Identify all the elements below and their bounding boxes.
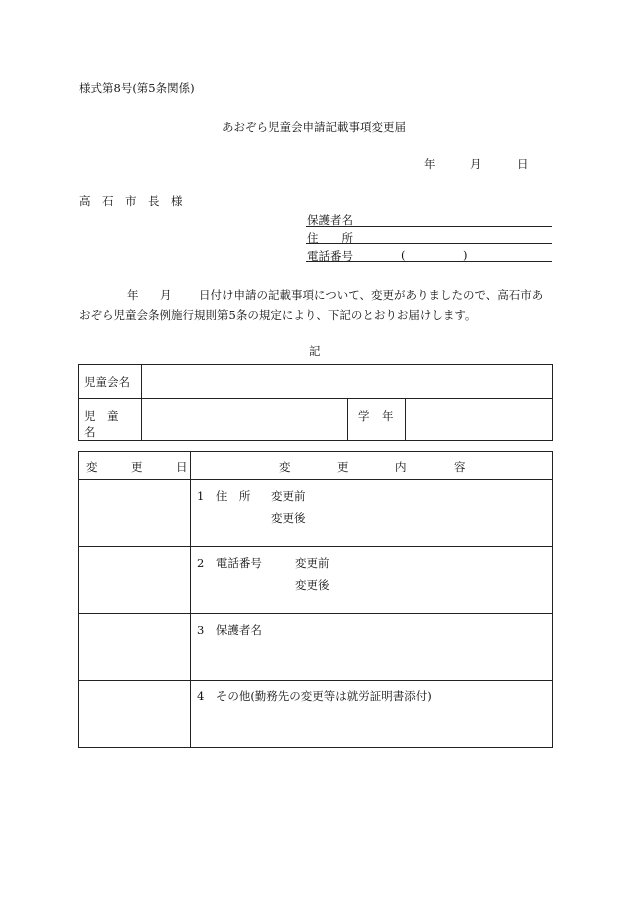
address-label: 住 所 — [307, 231, 353, 245]
body-line-1: 日付け申請の記載事項について、変更がありましたので、高石市あ — [199, 288, 544, 302]
change-date-cell-2[interactable] — [79, 547, 191, 614]
grade-label-2: 年 — [382, 409, 394, 423]
phone-label: 電話番号 — [307, 249, 353, 263]
form-number: 様式第8号(第5条関係) — [79, 81, 195, 95]
addressee: 高 石 市 長 様 — [79, 194, 183, 208]
date-year-label: 年 — [424, 157, 436, 171]
change-date-cell-3[interactable] — [79, 614, 191, 681]
club-name-label-cell — [79, 365, 142, 399]
date-day-label: 日 — [517, 157, 529, 171]
change-content-header-1: 変 — [279, 460, 291, 474]
change-content-header-2: 更 — [337, 460, 349, 474]
phone-paren-open: ( — [401, 248, 406, 262]
grade-label-cell — [348, 399, 406, 441]
row-2-after: 変更後 — [295, 578, 330, 592]
change-content-header-4: 容 — [454, 460, 466, 474]
change-date-cell-4[interactable] — [79, 681, 191, 748]
guardian-name-label: 保護者名 — [307, 213, 353, 227]
grade-field[interactable] — [406, 399, 553, 441]
body-month-label: 月 — [160, 288, 172, 302]
phone-paren-close: ) — [463, 248, 468, 262]
row-1-after: 変更後 — [271, 511, 306, 525]
change-date-header — [79, 452, 191, 480]
club-name-field[interactable] — [142, 365, 553, 399]
body-year-label: 年 — [127, 288, 139, 302]
change-date-cell-1[interactable] — [79, 480, 191, 547]
guardian-name-line[interactable] — [306, 226, 552, 227]
child-name-label: 児 童 名 — [84, 409, 130, 439]
address-line[interactable] — [306, 243, 552, 244]
body-line-2: おぞら児童会条例施行規則第5条の規定により、下記のとおりお届けします。 — [79, 308, 477, 322]
row-1-item: 1 住 所 — [197, 489, 251, 503]
change-content-cell-1[interactable] — [191, 480, 553, 547]
child-info-table — [78, 364, 553, 441]
date-month-label: 月 — [470, 157, 482, 171]
change-date-header-1: 変 — [86, 460, 98, 474]
club-name-label: 児童会名 — [84, 375, 130, 389]
change-table — [78, 451, 553, 748]
change-content-cell-3[interactable] — [191, 614, 553, 681]
change-date-header-3: 日 — [176, 460, 188, 474]
ki-heading: 記 — [309, 344, 321, 358]
row-1-before: 変更前 — [271, 489, 306, 503]
child-name-label-cell — [79, 399, 142, 441]
row-2-item: 2 電話番号 — [197, 556, 262, 570]
change-content-header — [191, 452, 553, 480]
change-content-cell-4[interactable] — [191, 681, 553, 748]
row-2-before: 変更前 — [295, 556, 330, 570]
change-content-header-3: 内 — [395, 460, 407, 474]
row-3-item: 3 保護者名 — [197, 623, 262, 637]
child-name-field[interactable] — [142, 399, 348, 441]
row-4-item: 4 その他(勤務先の変更等は就労証明書添付) — [197, 689, 432, 703]
document-title: あおぞら児童会申請記載事項変更届 — [222, 120, 406, 134]
change-content-cell-2[interactable] — [191, 547, 553, 614]
grade-label-1: 学 — [358, 409, 370, 423]
phone-line[interactable] — [306, 261, 552, 262]
change-date-header-2: 更 — [131, 460, 143, 474]
